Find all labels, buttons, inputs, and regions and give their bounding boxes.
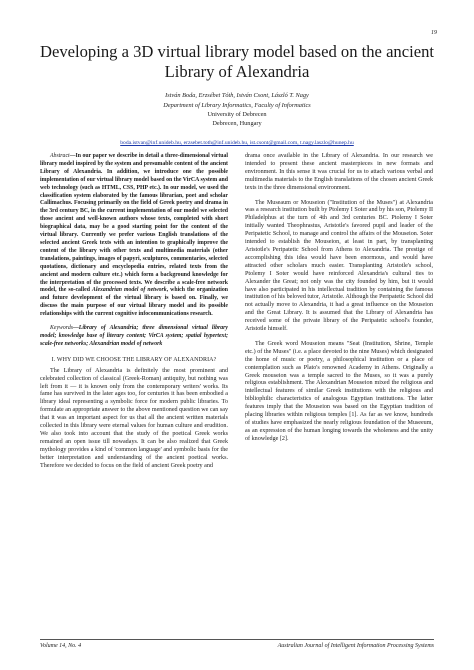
author-list: István Boda, Erzsébet Tóth, István Csont, László T. Nagy — [165, 92, 309, 99]
section-heading: I. WHY DID WE CHOOSE THE LIBRARY OF ALEXANDRIA? — [51, 356, 217, 363]
affiliation-city: Debrecen, Hungary — [212, 120, 262, 127]
body-paragraph: The Greek word Mouseion means "Seat (Institution, Shrine, Temple etc.) of the Muses" (i.e. a place devoted to the nine Muses) which designated the home of music or poetry, a philosophical institution or a place of contemplation such as Plato's renowned Academy in Athens. Originally a Greek mouseion was a temple sacred to the Muses, so it was a purely religious establishment. The Alexandrian Mouseion mixed the religious and intellectual features of similar Greek institutions with the religious and bibliophilic characteristics of analogous Egyptian institutions. The latter features imply that the Mouseion was based on the Egyptian tradition of placing libraries within religious temples [1]. As far as we know, hundreds of studies have emphasized the nearly religious foundation of the Museeum, as an expression of the human longing towards the wholeness and the unity of knowledge [2]. — [245, 340, 433, 442]
affiliation-department: Department of Library Informatics, Faculty of Informatics — [163, 102, 311, 109]
body-paragraph: drama once available in the Library of Alexandria. In our research we intended to present these ancient masterpieces in new formats and environment. In this sense it was crucial for us to attach various verbal and multimedia materials to the English translations of the chosen ancient Greek texts in the three dimensional environment. — [245, 153, 433, 191]
right-column — [245, 153, 433, 444]
keywords-text: —Library of Alexandria; three dimensional virtual library model; knowledge base of literary content; VirCA system; spatial hypertext; scale-free networks; Alexandrian model of network — [40, 325, 228, 347]
footer-volume: Volume 14, No. 4 — [40, 643, 82, 649]
body-paragraph: The Museaum or Mouseion ("Institution of the Muses") at Alexandria was a research institution built by Ptolemy I Soter and by his son, Ptolemy II Philadelphus at the turn of 4th and 3rd centuries BC. Ptolemy I Soter initially wanted Theophrastus, Aristotle's favored pupil and leader of the Peripatetic School, to manage and control the affairs of the Mouseion. Soter intended to establish the Mouseion, at least in part, by transplanting Aristotle's Peripatetic School from Athens to Alexandria. The prestige of accomplishing this idea would have been enormous, and would have attracted other scholars much easier. Transplanting Aristotle's school, Ptolemy I Soter would have reinforced Alexandria's cultural ties to Alexander the Great; not only was the city founded by him, but it would have also participated in his intellectual tradition by containing the famous institution of his beloved tutor, Aristotle. Although the Peripatetic School did not actually move to Alexandria, it had a great influence on the Mouseion and the Great Library. It is assumed that the Library of Alexandria has received some of the private library of the Peripatetic school's founder, Aristotle himself. — [245, 199, 433, 333]
footer-divider — [40, 639, 434, 640]
abstract-text-2: , which the organization and future development of the virtual library is based on. Finally, we discuss the main purpose of our virtual library model and its possible relationships with the current cognitive infocommunications research. — [40, 287, 229, 318]
footer-journal: Australian Journal of Intelligent Information Processing Systems — [277, 643, 434, 649]
author-emails[interactable]: boda.istvan@inf.unideb.hu, erzsebet.toth@inf.unideb.hu, ist.csont@gmail.com, t.nagy.laszlo@hunep.hu — [120, 140, 354, 146]
left-column — [40, 153, 228, 471]
abstract-italic-term: Alexandrian model of network — [91, 287, 167, 294]
paper-title: Developing a 3D virtual library model based on the ancient Library of Alexandria — [40, 42, 434, 81]
abstract — [40, 153, 228, 319]
keywords — [40, 325, 228, 349]
keywords-lead: Keywords — [50, 325, 73, 332]
abstract-text-1: —In our paper we describe in detail a three-dimensional virtual library model inspired by the system and presumable content of the ancient Library of Alexandria. In addition, we introduce one the possible implementation of our virtual library model based on the VirCA system and web technology (such as HTML, CSS, PHP etc.). In our model, we used the classification system elaborated by the famous librarian, poet and scholar Callimachus. Focusing primarily on the field of Greek poetry and drama in the 3rd century BC, in the current implementation of our model we selected those ancient and well-known authors whose texts, completed with short biographical data, may be a good starting point for the content of the virtual library. Currently we prefer various English translations of the selected ancient Greek texts with an intention to graphically improve the content of the library with other texts and multimedia materials (other translations, paintings, images of papyri, sculptures, commentaries, selected quotations, dictionary and encyclopedia entries, related texts from the ancient and modern culture etc.) which form a background knowledge for the interpretation of the processed texts. We describe a scale-free network model, the so-called — [40, 153, 228, 294]
abstract-lead: Abstract — [50, 153, 70, 159]
affiliation-university: University of Debrecen — [207, 111, 267, 118]
page-number: 19 — [431, 30, 437, 36]
body-paragraph: The Library of Alexandria is definitely the most prominent and celebrated collection of classical (Greek-Roman) antiquity, but nothing was left from it — it is known only from the contemporary writers' works. Its fame has survived in the later ages too, for centuries it has been embodied a library ideal representing a symbolic force for modern public libraries. To formulate an appropriate answer to the above mentioned question we can say that it was an important aspect for us that all the ancient written materials collected in this library were eternal values for human culture and erudition. We also took into account that the study of the poetical Greek works remained an open issue till nowadays. It can be also realized that Greek mythology provides a kind of 'common language' and symbolic basis for the better interpretation and understanding of the ancient poetical works. Therefore we decided to focus on the field of ancient Greek poetry and — [40, 367, 228, 469]
